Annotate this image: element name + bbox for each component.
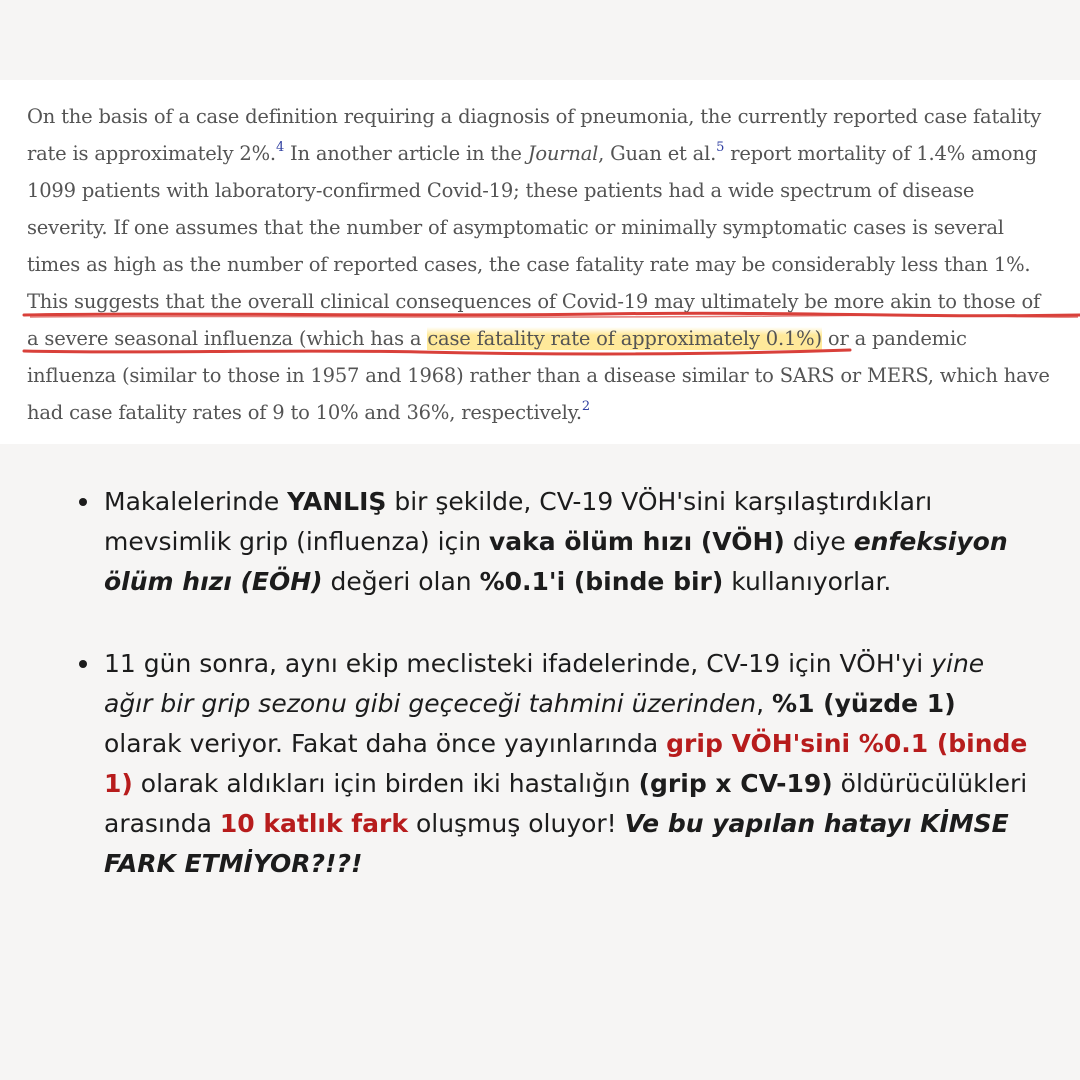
excerpt-line: On the basis of a case definition requiring a diagnosis of pneumonia, the currently reported case fatality (27, 105, 1042, 128)
footnote-ref-4[interactable]: 4 (275, 140, 285, 155)
bullet-icon (79, 660, 87, 668)
bullet-fragment: olarak veriyor. Fakat daha önce yayınlarında (104, 729, 667, 758)
excerpt-fragment: a severe seasonal influenza (which has a (27, 327, 428, 350)
excerpt-line: influenza (similar to those in 1957 and 1968) rather than a disease similar to SARS or MERS, which have (27, 364, 1050, 387)
bullet-fragment: Makalelerinde (104, 487, 288, 516)
bullet-fragment: öldürücülükleri arasında (104, 769, 1028, 838)
excerpt-line: severity. If one assumes that the number of asymptomatic or minimally symptomatic cases is several (27, 216, 1004, 239)
bullet-fragment: vaka ölüm hızı (VÖH) (489, 527, 785, 556)
excerpt-fragment: In another article in the (284, 142, 528, 165)
excerpt-fragment: rate is approximately 2%. (27, 142, 276, 165)
bullet-fragment: 11 gün sonra, aynı ekip meclisteki ifadelerinde, CV-19 için VÖH'yi (104, 649, 932, 678)
excerpt-fragment: or a pandemic (821, 327, 967, 350)
footnote-ref-5[interactable]: 5 (716, 140, 725, 155)
excerpt-fragment: report mortality of 1.4% among (724, 142, 1037, 165)
bullet-fragment: (grip x CV-19) (638, 769, 833, 798)
commentary-list (74, 482, 1034, 884)
commentary-bullet-2 (74, 644, 1034, 884)
bullet-fragment: 10 katlık fark (219, 809, 408, 838)
excerpt-line (27, 135, 1077, 172)
bullet-fragment: kullanıyorlar. (723, 567, 892, 596)
excerpt-line (27, 394, 1077, 431)
bullet-fragment: grip VÖH'sini %0.1 (binde 1) (104, 729, 1028, 798)
bullet-fragment: oluşmuş oluyor! (408, 809, 625, 838)
commentary-bullet-1 (74, 482, 1034, 602)
bullet-fragment: , (756, 689, 773, 718)
bullet-fragment: bir şekilde, CV-19 VÖH'sini karşılaştırdıkları mevsimlik grip (influenza) için (104, 487, 933, 556)
bullet-fragment: olarak aldıkları için birden iki hastalığın (132, 769, 639, 798)
bullet-fragment: enfeksiyon ölüm hızı (EÖH) (104, 527, 1008, 596)
excerpt-fragment: , Guan et al. (598, 142, 717, 165)
bullet-fragment: YANLIŞ (287, 487, 387, 516)
red-pen-underline-2 (0, 343, 1080, 363)
excerpt-line: 1099 patients with laboratory-confirmed Covid-19; these patients had a wide spectrum of disease (27, 179, 975, 202)
journal-name: Journal (527, 142, 599, 165)
excerpt-line: times as high as the number of reported cases, the case fatality rate may be considerably less than 1%. (27, 253, 1031, 276)
highlighted-phrase: case fatality rate of approximately 0.1%) (427, 327, 822, 350)
bullet-fragment: yine ağır bir grip sezonu gibi geçeceği tahmini üzerinden (104, 649, 985, 718)
bullet-fragment: %1 (yüzde 1) (772, 689, 956, 718)
bullet-fragment: diye (784, 527, 854, 556)
excerpt-fragment: had case fatality rates of 9 to 10% and 36%, respectively. (27, 401, 582, 424)
bullet-icon (79, 498, 87, 506)
bullet-fragment: değeri olan (322, 567, 480, 596)
footnote-ref-2[interactable]: 2 (581, 399, 590, 414)
bullet-fragment: %0.1'i (binde bir) (479, 567, 724, 596)
bullet-fragment: Ve bu yapılan hatayı KİMSE FARK ETMİYOR?!?! (104, 809, 1009, 878)
excerpt-line-underlined: This suggests that the overall clinical consequences of Covid-19 may ultimately be more akin to those of (27, 290, 1041, 313)
article-excerpt-text (27, 98, 1077, 431)
red-pen-underline-1 (0, 306, 1080, 326)
